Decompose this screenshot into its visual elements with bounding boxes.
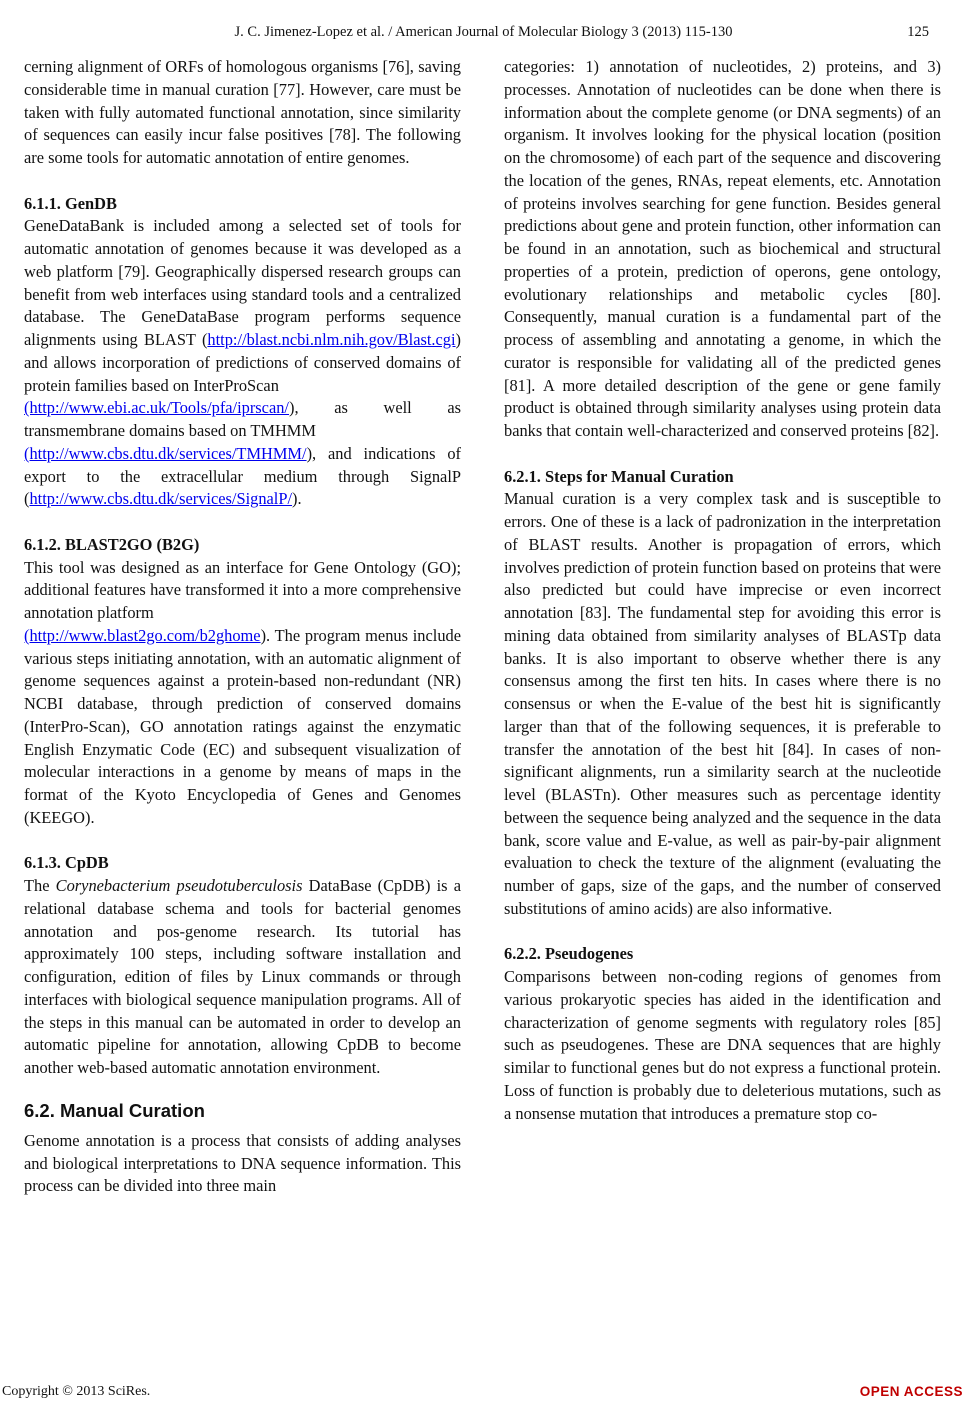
species-name: Corynebacterium pseudotuberculosis <box>55 876 303 895</box>
running-header <box>0 24 967 46</box>
blast2go-text-a: This tool was designed as an interface for Gene Ontology (GO); additional features have transformed it into a more comprehensive annotation platform <box>24 557 461 622</box>
cpdb-text-b: DataBase (CpDB) is a relational database schema and tools for bacterial genomes annotation and pos-genome research. Its tutorial has approximately 100 steps, including software installation and configuration, edition of files by Linux commands or through interfaces with biological sequence manipulation programs. All of the steps in this manual can be automated in order to develop an automatic pipeline for annotation, allowing CpDB to become another web-based automatic annotation environment. <box>24 876 461 1077</box>
running-title: J. C. Jimenez-Lopez et al. / American Journal of Molecular Biology 3 (2013) 115-130 <box>234 24 733 40</box>
link-blast[interactable]: http://blast.ncbi.nlm.nih.gov/Blast.cgi <box>207 330 456 349</box>
right-column <box>504 56 941 1125</box>
paragraph-manual-curation-continued: categories: 1) annotation of nucleotides, 2) proteins, and 3) processes. Annotation of nucleotides can be done when there is information about the complete genome (or DNA segments) of an organism. It involves looking for the physical location (position on the chromosome) of each part of the sequence and discovering the location of the genes, RNAs, repeat elements, etc. Annotation of proteins involves searching for gene function. Besides general predictions about gene and protein function, other information can be found in an annotation, such as biochemical and structural properties of a protein, prediction of operons, gene ontology, evolutionary relationships and metabolic cycles [80]. Consequently, manual curation is a fundamental part of the process of assembling and annotating a genome, in which the curator is responsible for validating all of the predicted genes [81]. A more detailed description of the gene or gene family product is obtained through similarity analyses using protein data banks that contain well-characterized and conserved proteins [82]. <box>504 57 941 440</box>
subsection-heading-genedb: 6.1.1. GenDB <box>24 193 117 213</box>
blast2go-text-b: ). The program menus include various steps initiating annotation, with an automatic alignment of genome sequences against a protein-based non-redundant (NR) NCBI database, through prediction of conserved domains (InterPro-Scan), GO annotation ratings against the enzymatic English Enzymatic Code (EC) and subsequent visualization of molecular interactions in a genome by means of maps in the format of the Kyoto Encyclopedia of Genes and Genomes (KEEGO). <box>24 625 461 827</box>
link-tmhmm[interactable]: (http://www.cbs.dtu.dk/services/TMHMM/ <box>24 443 307 463</box>
genedb-text-d: ), and indications of export to the extracellular medium through SignalP ( <box>24 443 461 509</box>
paragraph-manual-curation: Genome annotation is a process that consists of adding analyses and biological interpretations to DNA sequence information. This process can be divided into three main <box>24 1130 461 1196</box>
paragraph-pseudogenes: Comparisons between non-coding regions of genomes from various prokaryotic species has aided in the identification and characterization of genome segments with regulatory roles [85] such as pseudogenes. These are DNA sequences that are highly similar to functional genes but do not express a functional protein. Loss of function is probably due to deleterious mutations, such as a nonsense mutation that introduces a premature stop co- <box>504 967 941 1123</box>
subsection-heading-cpdb: 6.1.3. CpDB <box>24 853 109 873</box>
subsection-heading-pseudogenes: 6.2.2. Pseudogenes <box>504 944 634 964</box>
paragraph-cpdb <box>24 875 461 1080</box>
paragraph-blast2go <box>24 557 461 830</box>
page-footer <box>0 1384 967 1406</box>
genedb-text-e: ). <box>292 489 302 509</box>
open-access-label: OPEN ACCESS <box>859 1384 963 1399</box>
subsection-heading-blast2go: 6.1.2. BLAST2GO (B2G) <box>24 534 200 554</box>
paragraph-continuation: cerning alignment of ORFs of homologous organisms [76], saving considerable time in manual curation [77]. However, care must be taken with fully automated functional annotation, since similarity of sequences can easily incur false positives [78]. The following are some tools for automatic annotation of entire genomes. <box>24 57 461 167</box>
link-interproscan[interactable]: (http://www.ebi.ac.uk/Tools/pfa/iprscan/ <box>24 398 289 418</box>
subsection-heading-steps: 6.2.1. Steps for Manual Curation <box>504 466 734 486</box>
genedb-text-b: ) and allows incorporation of predictions of conserved domains of protein families based on InterProScan <box>24 330 461 395</box>
link-signalp[interactable]: http://www.cbs.dtu.dk/services/SignalP/ <box>29 489 293 509</box>
copyright-notice: Copyright © 2013 SciRes. <box>2 1384 151 1399</box>
section-heading-manual-curation: 6.2. Manual Curation <box>24 1099 205 1121</box>
link-blast2go[interactable]: (http://www.blast2go.com/b2ghome <box>24 625 261 645</box>
page-number: 125 <box>907 24 929 40</box>
paragraph-steps: Manual curation is a very complex task and is susceptible to errors. One of these is a lack of padronization in the interpretation of BLAST results. Another is propagation of errors, which involves prediction of protein function based on proteins that were also predicted but could have imprecise or even incorrect annotation [83]. The fundamental step for avoiding this error is mining data obtained from similarity analyses of BLASTp data banks. It is also important to observe whether there is any consensus among the first ten hits. In cases where there is no consensus or when the E-value of the best hit is significantly larger than that of the following sequences, it is preferable to transfer the annotation of the best hit [84]. In cases of non-significant alignments, run a similarity search at the nucleotide level (BLASTn). Other measures such as percentage identity between the sequence being analyzed and the sequence in the data bank, score value and E-value, as well as pair-by-pair alignment evaluation to check the texture of the alignment (evaluating the number of gaps, size of the gaps, and the number of conserved substitutions of amino acids) are also informative. <box>504 489 941 918</box>
genedb-text-c: ), as well as transmembrane domains based on TMHMM <box>24 398 461 440</box>
genedb-text-a: GeneDataBank is included among a selected set of tools for automatic annotation of genomes because it was developed as a web platform [79]. Geographically dispersed research groups can benefit from web interfaces using standard tools and a centralized database. The GeneDataBase program performs sequence alignments using BLAST ( <box>24 216 461 349</box>
left-column <box>24 56 461 1198</box>
cpdb-text-a: The <box>24 876 56 895</box>
paragraph-genedb <box>24 215 461 511</box>
